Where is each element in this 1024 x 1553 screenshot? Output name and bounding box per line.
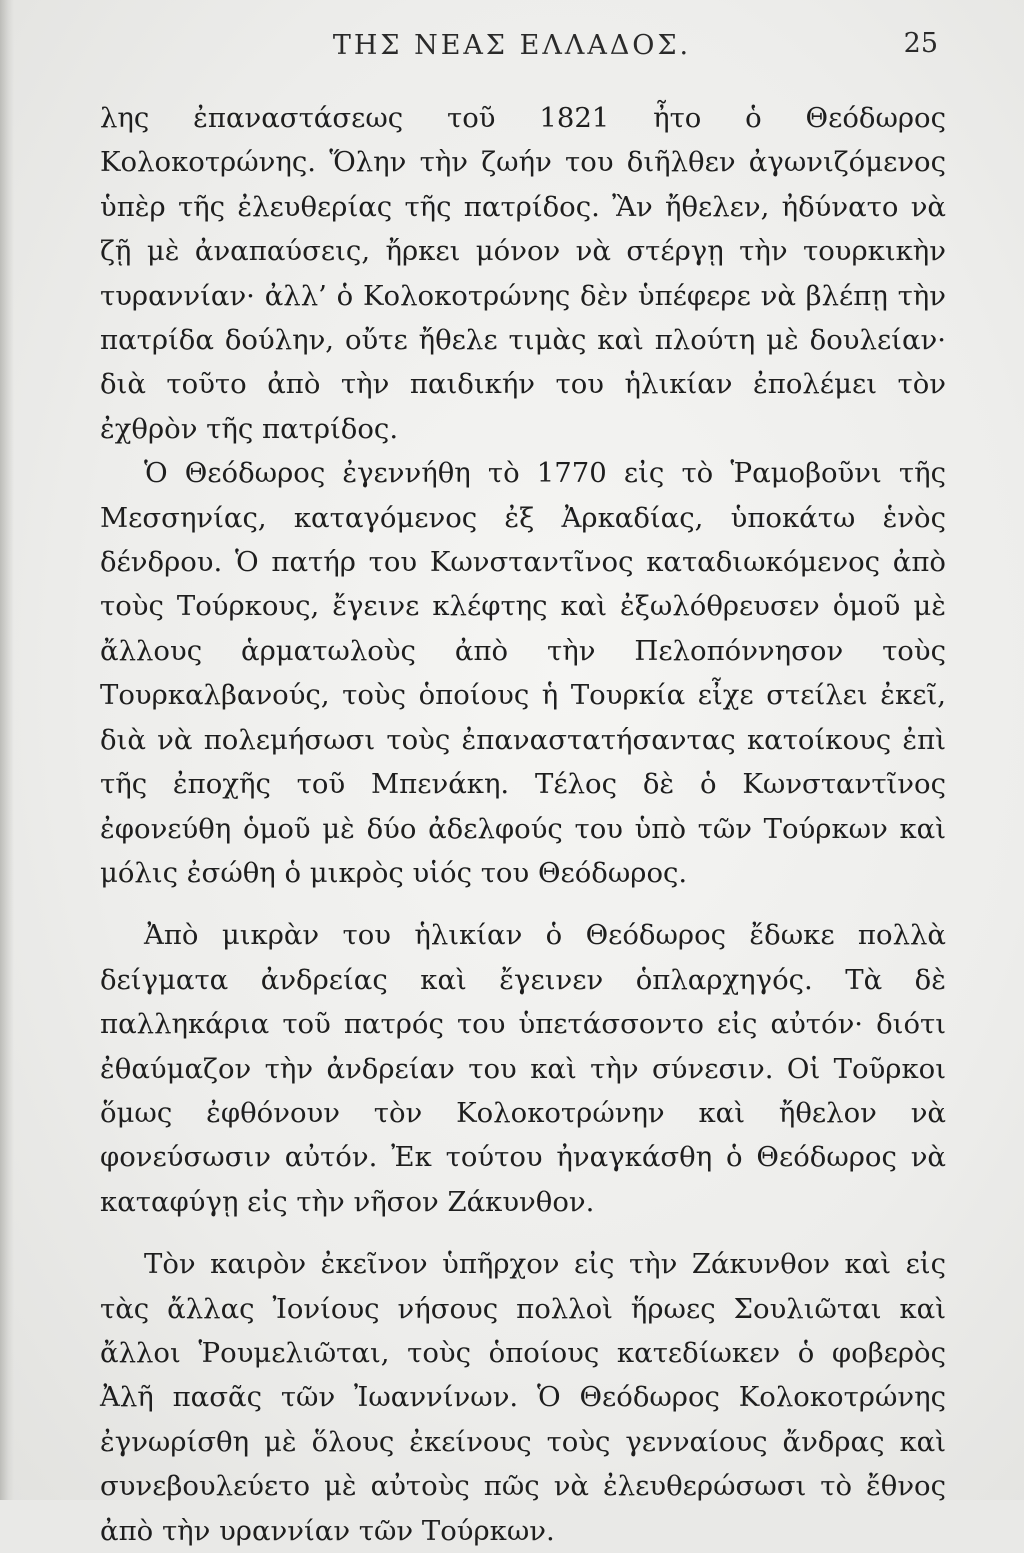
running-title: ΤΗΣ ΝΕΑΣ ΕΛΛΑΔΟΣ. — [332, 30, 692, 61]
paragraph-birth: Ὁ Θεόδωρος ἐγεννήθη τὸ 1770 εἰς τὸ Ῥαμοβοῦνι τῆς Μεσσηνίας, καταγόμενος ἐξ Ἀρκαδίας, ὑποκάτω ἑνὸς δένδρου. Ὁ πατήρ του Κωνσταντῖνος καταδιωκόμενος ἀπὸ τοὺς Τούρκους, ἔγεινε κλέφτης καὶ ἐξωλόθρευσεν ὁμοῦ μὲ ἄλλους ἁρματωλοὺς ἀπὸ τὴν Πελοπόννησον τοὺς Τουρκαλβανούς, τοὺς ὁποίους ἡ Τουρκία εἶχε στείλει ἐκεῖ, διὰ νὰ πολεμήσωσι τοὺς ἐπαναστατήσαντας κατοίκους ἐπὶ τῆς ἐποχῆς τοῦ Μπενάκη. Τέλος δὲ ὁ Κωνσταντῖνος ἐφονεύθη ὁμοῦ μὲ δύο ἀδελφούς του ὑπὸ τῶν Τούρκων καὶ μόλις ἐσώθη ὁ μικρὸς υἱός του Θεόδωρος. — [100, 457, 946, 889]
page-number: 25 — [903, 28, 938, 59]
page-header — [0, 28, 1024, 68]
paragraph-continued: λης ἐπαναστάσεως τοῦ 1821 ἦτο ὁ Θεόδωρος Κολοκοτρώνης. Ὅλην τὴν ζωήν του διῆλθεν ἀγωνιζόμενος ὑπὲρ τῆς ἐλευθερίας τῆς πατρίδος. Ἂν ἤθελεν, ἠδύνατο νὰ ζῇ μὲ ἀναπαύσεις, ἤρκει μόνον νὰ στέργῃ τὴν τουρκικὴν τυραννίαν· ἀλλ’ ὁ Κολοκοτρώνης δὲν ὑπέφερε νὰ βλέπῃ τὴν πατρίδα δούλην, οὔτε ἤθελε τιμὰς καὶ πλούτη μὲ δουλείαν· διὰ τοῦτο ἀπὸ τὴν παιδικήν του ἡλικίαν ἐπολέμει τὸν ἐχθρὸν τῆς πατρίδος. — [100, 102, 946, 445]
paragraph-zakynthos: Τὸν καιρὸν ἐκεῖνον ὑπῆρχον εἰς τὴν Ζάκυνθον καὶ εἰς τὰς ἄλλας Ἰονίους νήσους πολλοὶ ἥρωες Σουλιῶται καὶ ἄλλοι Ῥουμελιῶται, τοὺς ὁποίους κατεδίωκεν ὁ φοβερὸς Ἀλῆ πασᾶς τῶν Ἰωαννίνων. Ὁ Θεόδωρος Κολοκοτρώνης ἐγνωρίσθη μὲ ὅλους ἐκείνους τοὺς γενναίους ἄνδρας καὶ συνεβουλεύετο μὲ αὐτοὺς πῶς νὰ ἐλευθερώσωσι τὸ ἔθνος ἀπὸ τὴν υραννίαν τῶν Τούρκων. — [100, 1248, 946, 1547]
body-text — [100, 96, 946, 1553]
page-binding-edge — [0, 0, 14, 1500]
paragraph-youth: Ἀπὸ μικρὰν του ἡλικίαν ὁ Θεόδωρος ἔδωκε πολλὰ δείγματα ἀνδρείας καὶ ἔγεινεν ὁπλαρχηγός. Τὰ δὲ παλληκάρια τοῦ πατρός του ὑπετάσσοντο εἰς αὐτόν· διότι ἐθαύμαζον τὴν ἀνδρείαν του καὶ τὴν σύνεσιν. Οἱ Τοῦρκοι ὅμως ἐφθόνουν τὸν Κολοκοτρώνην καὶ ἤθελον νὰ φονεύσωσιν αὐτόν. Ἐκ τούτου ἠναγκάσθη ὁ Θεόδωρος νὰ καταφύγῃ εἰς τὴν νῆσον Ζάκυνθον. — [100, 919, 946, 1218]
